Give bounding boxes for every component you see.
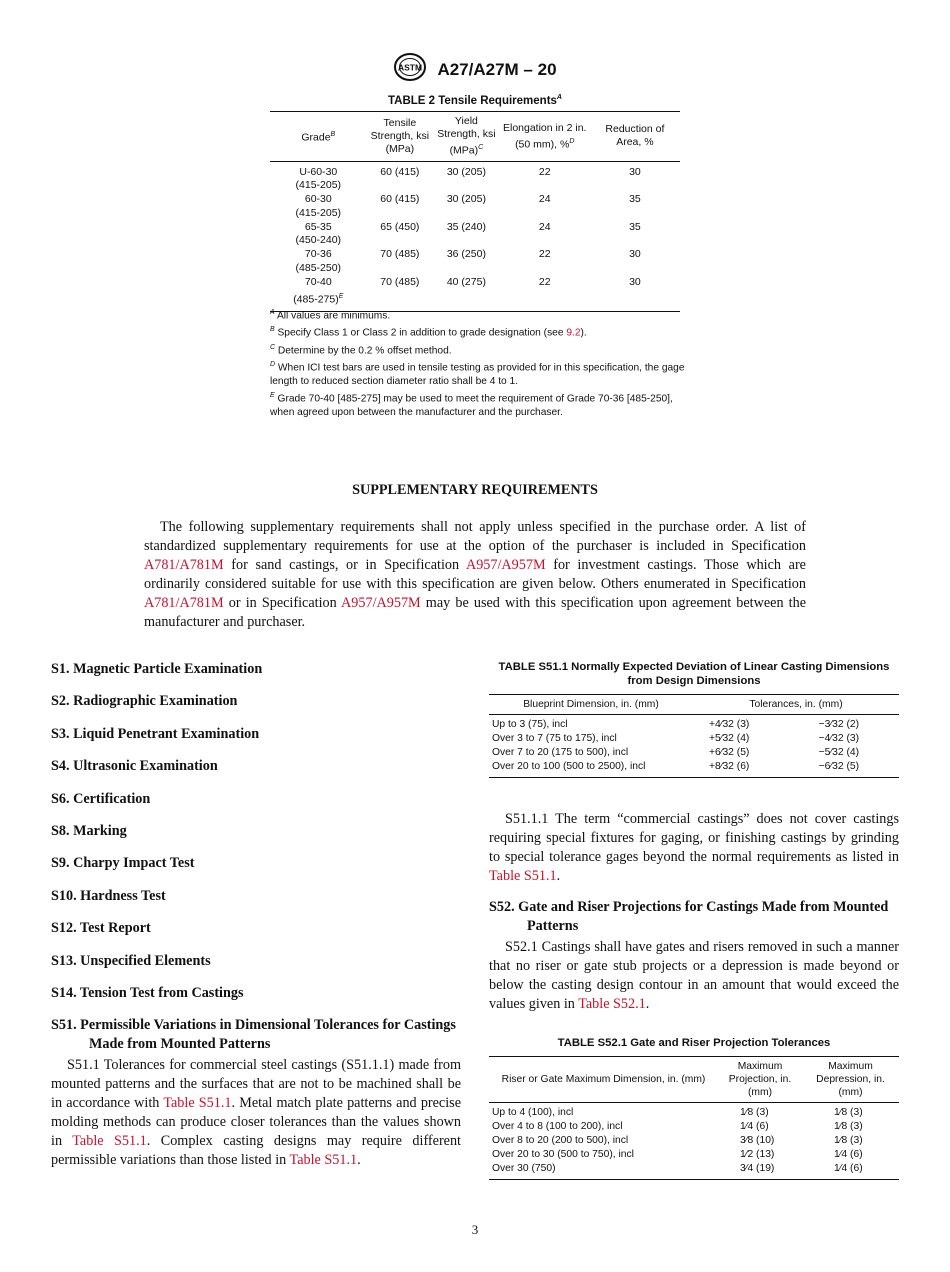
table-row: Over 20 to 30 (500 to 750), incl 1⁄2 (13) 1⁄4 (6)	[492, 1149, 863, 1160]
table-row: U-60-30 (415-205) 60 (415) 30 (205) 22 30	[295, 165, 641, 192]
document-designation: A27/A27M – 20	[437, 59, 557, 79]
table-header-row: Blueprint Dimension, in. (mm) Tolerances, in. (mm)	[489, 695, 899, 715]
table-row: Up to 4 (100), incl 1⁄8 (3) 1⁄8 (3)	[492, 1107, 863, 1118]
footnote: $^B$ Specify Class 1 or Class 2 in addition to grade designation (see 9.2).	[270, 326, 587, 339]
spec-link-a781[interactable]: A781/A781M	[144, 595, 224, 611]
supplementary-intro: The following supplementary requirements shall not apply unless specified in the purchase order. A list of standardized supplementary requirements for use at the option of the purchaser is included in Specification A781/A781M for sand castings, or in Specification A957/A957M for investment castings. Those which are ordinarily considered suitable for use with this specification are given below. Others enumerated in Specification A781/A781M or in Specification A957/A957M may be used with this specification upon agreement between the manufacturer and purchaser.	[144, 519, 806, 630]
footnote: $^A$ All values are minimums.	[270, 309, 391, 322]
table-link-s52-1[interactable]: Table S52.1	[578, 996, 646, 1012]
left-column	[51, 660, 461, 1170]
supplementary-title: SUPPLEMENTARY REQUIREMENTS	[352, 482, 598, 498]
section-heading: S1. Magnetic Particle Examination	[51, 661, 263, 677]
footnote: $^C$ Determine by the 0.2 % offset method.	[270, 343, 452, 356]
s51-1-1-paragraph: S51.1.1 The term “commercial castings” does not cover castings requiring special fixtures for gaging, or finishing castings by grinding to special tolerance gages beyond the normal requirements as listed in Table S51.1.	[489, 811, 899, 884]
table-row: Over 3 to 7 (75 to 175), incl +5⁄32 (4) −4⁄32 (3)	[492, 733, 860, 744]
table-header-row	[270, 112, 680, 162]
section-heading: S6. Certification	[51, 790, 151, 807]
section-heading: S2. Radiographic Examination	[51, 693, 238, 710]
right-column	[489, 660, 899, 1180]
page-header	[0, 52, 950, 87]
spec-link-a781[interactable]: A781/A781M	[144, 557, 224, 573]
table-row: 60-30 (415-205) 60 (415) 30 (205) 24 35	[295, 193, 641, 219]
table-row: 70-40 $(485-275)^E$ 70 (485) 40 (275) 22 30	[270, 276, 680, 312]
footnote: $^D$ When ICI test bars are used in tensile testing as provided for in this specification, the gage length to reduced section diameter ratio shall be 4 to 1.	[270, 360, 685, 388]
section-heading: S9. Charpy Impact Test	[51, 855, 195, 872]
table-row: Over 7 to 20 (175 to 500), incl +6⁄32 (5) −5⁄32 (4)	[492, 747, 860, 758]
page-number: 3	[471, 1222, 479, 1237]
col-grade: Grade$^B$	[270, 112, 367, 162]
table-row: 70-36 (485-250) 70 (485) 36 (250) 22 30	[295, 248, 641, 275]
table-row: Over 4 to 8 (100 to 200), incl 1⁄4 (6) 1⁄8 (3)	[492, 1121, 863, 1132]
s51-heading: S51. Permissible Variations in Dimensional Tolerances for Castings Made from Mounted Patterns	[51, 1017, 456, 1053]
table-row: Up to 3 (75), incl +4⁄32 (3) −3⁄32 (2)	[492, 719, 860, 730]
table-row: Over 20 to 100 (500 to 2500), incl +8⁄32 (6) −6⁄32 (5)	[489, 760, 899, 778]
table2-caption: TABLE 2 Tensile Requirements$^A$	[388, 94, 562, 107]
table-row: 65-35 (450-240) 65 (450) 35 (240) 24 35	[295, 220, 641, 247]
table-s51-caption: TABLE S51.1 Normally Expected Deviation of Linear Casting Dimensions from Design Dimensions	[498, 661, 890, 687]
s51-1-paragraph: S51.1 Tolerances for commercial steel castings (S51.1.1) made from mounted patterns and the surfaces that are not to be machined shall be in accordance with Table S51.1. Metal match plate patterns and precise molding methods can produce closer tolerances than the values shown in Table S51.1. Complex casting designs may require different permissible variations than those listed in Table S51.1.	[51, 1057, 461, 1169]
table-s51-1	[489, 694, 899, 778]
section-heading: S3. Liquid Penetrant Examination	[51, 725, 260, 742]
supplementary-section-list	[51, 660, 461, 1016]
tensile-requirements-table	[270, 111, 680, 312]
table-row: Over 30 (750) 3⁄4 (19) 1⁄4 (6)	[489, 1162, 899, 1180]
spec-link-a957[interactable]: A957/A957M	[465, 557, 546, 573]
table-s52-1	[489, 1056, 899, 1180]
section-link-9-2[interactable]: 9.2	[566, 327, 581, 339]
s52-1-paragraph: S52.1 Castings shall have gates and risers removed in such a manner that no riser or gate stub projects or a depression is made beyond or below the casting design contour in an amount that would exceed the values given in Table S52.1.	[489, 939, 899, 1012]
table-row: Over 8 to 20 (200 to 500), incl 3⁄8 (10) 1⁄8 (3)	[492, 1135, 863, 1146]
section-heading: S14. Tension Test from Castings	[51, 984, 244, 1001]
spec-link-a957[interactable]: A957/A957M	[341, 595, 421, 611]
section-heading: S10. Hardness Test	[51, 887, 166, 904]
table-link-s51-1[interactable]: Table S51.1	[289, 1152, 358, 1169]
col-elongation: Elongation in 2 in. (50 mm), %$^D$	[500, 112, 590, 162]
section-heading: S12. Test Report	[51, 920, 151, 937]
section-heading: S4. Ultrasonic Examination	[51, 758, 218, 775]
col-yield: Yield Strength, ksi (MPa)$^C$	[433, 112, 500, 162]
astm-logo-icon	[393, 52, 427, 87]
table2-footnotes	[270, 306, 685, 420]
table-header-row: Riser or Gate Maximum Dimension, in. (mm) Maximum Projection, in. (mm) Maximum Depression, in. (mm)	[489, 1057, 899, 1103]
table-s52-caption: TABLE S52.1 Gate and Riser Projection Tolerances	[557, 1037, 831, 1049]
col-tensile: Tensile Strength, ksi (MPa)	[367, 112, 434, 162]
table-link-s51-1[interactable]: Table S51.1	[163, 1095, 232, 1112]
table-link-s51-1[interactable]: Table S51.1	[489, 868, 557, 884]
section-heading: S13. Unspecified Elements	[51, 952, 211, 969]
section-heading: S8. Marking	[51, 822, 127, 839]
col-reduction: Reduction of Area, %	[590, 112, 680, 162]
table-link-s51-1[interactable]: Table S51.1	[72, 1133, 147, 1150]
logo-text: ASTM	[398, 62, 423, 73]
s52-heading: S52. Gate and Riser Projections for Castings Made from Mounted Patterns	[489, 899, 889, 934]
footnote: $^E$ Grade 70-40 [485-275] may be used to meet the requirement of Grade 70-36 [485-250], when agreed upon between the manufacturer and the purchaser.	[270, 392, 673, 419]
